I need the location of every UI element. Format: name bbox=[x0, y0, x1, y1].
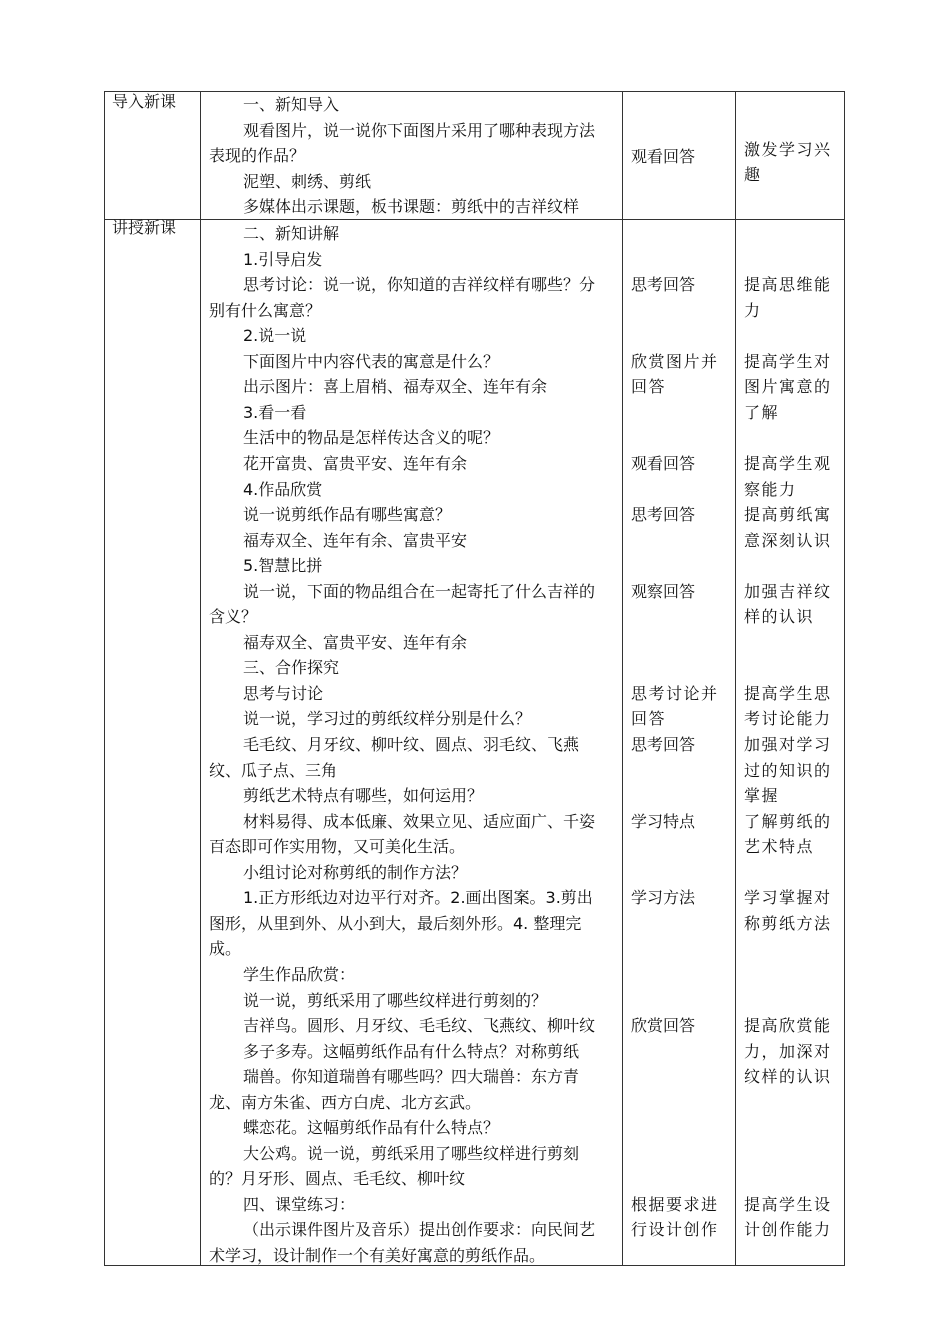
content-line: 福寿双全、连年有余、富贵平安 bbox=[243, 530, 468, 550]
stage-label: 讲授新课 bbox=[112, 218, 177, 237]
design-intent: 察能力 bbox=[744, 479, 797, 499]
student-activity: 回答 bbox=[631, 377, 667, 397]
column-divider bbox=[200, 91, 201, 1266]
column-divider bbox=[622, 91, 623, 1266]
design-intent: 艺术特点 bbox=[744, 837, 815, 857]
content-line: 四、课堂练习： bbox=[243, 1194, 356, 1214]
content-line: 学生作品欣赏： bbox=[243, 964, 356, 984]
content-line: 思考与讨论 bbox=[243, 683, 324, 703]
student-activity: 欣赏图片并 bbox=[631, 351, 719, 371]
student-activity: 学习特点 bbox=[631, 811, 696, 831]
design-intent: 趣 bbox=[744, 165, 761, 184]
design-intent: 称剪纸方法 bbox=[744, 913, 832, 933]
content-line: 二、新知讲解 bbox=[243, 224, 340, 243]
design-intent: 意深刻认识 bbox=[744, 530, 832, 550]
content-line: 成。 bbox=[209, 939, 242, 959]
content-line: 术学习，设计制作一个有美好寓意的剪纸作品。 bbox=[209, 1246, 546, 1265]
content-line: 多子多寿。这幅剪纸作品有什么特点？对称剪纸 bbox=[243, 1041, 580, 1061]
design-intent: 提高思维能 bbox=[744, 275, 832, 295]
content-line: 的？月牙形、圆点、毛毛纹、柳叶纹 bbox=[209, 1169, 466, 1189]
design-intent: 过的知识的 bbox=[744, 760, 832, 780]
design-intent: 掌握 bbox=[744, 786, 780, 806]
content-line: 纹、瓜子点、三角 bbox=[209, 760, 338, 780]
design-intent: 图片寓意的 bbox=[744, 377, 832, 397]
design-intent: 提高学生观 bbox=[744, 453, 832, 473]
content-line: 4.作品欣赏 bbox=[243, 479, 323, 499]
content-line: 吉祥鸟。圆形、月牙纹、毛毛纹、飞燕纹、柳叶纹 bbox=[243, 1016, 596, 1036]
content-line: 小组讨论对称剪纸的制作方法？ bbox=[243, 862, 468, 882]
student-activity: 欣赏回答 bbox=[631, 1016, 696, 1036]
content-line: 说一说，下面的物品组合在一起寄托了什么吉祥的 bbox=[243, 581, 596, 601]
content-line: 龙、南方朱雀、西方白虎、北方玄武。 bbox=[209, 1092, 482, 1112]
content-line: 含义？ bbox=[209, 607, 258, 627]
content-line: 下面图片中内容代表的寓意是什么？ bbox=[243, 351, 500, 371]
design-intent: 提高学生设 bbox=[744, 1194, 832, 1214]
design-intent: 激发学习兴 bbox=[744, 140, 832, 159]
lesson-plan-table bbox=[104, 91, 845, 1266]
content-line: 说一说，学习过的剪纸纹样分别是什么？ bbox=[243, 709, 532, 729]
content-line: 瑞兽。你知道瑞兽有哪些吗？四大瑞兽：东方青 bbox=[243, 1067, 580, 1087]
design-intent: 力 bbox=[744, 300, 762, 320]
row-divider bbox=[104, 219, 845, 220]
student-activity: 学习方法 bbox=[631, 888, 696, 908]
content-line: 大公鸡。说一说，剪纸采用了哪些纹样进行剪刻 bbox=[243, 1143, 580, 1163]
content-line: 说一说，剪纸采用了哪些纹样进行剪刻的？ bbox=[243, 990, 548, 1010]
student-activity: 观看回答 bbox=[631, 147, 696, 166]
design-intent: 了解剪纸的 bbox=[744, 811, 832, 831]
student-activity: 观看回答 bbox=[631, 453, 696, 473]
student-activity: 观察回答 bbox=[631, 581, 696, 601]
content-line: （出示课件图片及音乐）提出创作要求：向民间艺 bbox=[243, 1220, 596, 1240]
design-intent: 计创作能力 bbox=[744, 1220, 832, 1240]
design-intent: 了解 bbox=[744, 402, 780, 422]
content-line: 一、新知导入 bbox=[243, 95, 340, 114]
content-line: 花开富贵、富贵平安、连年有余 bbox=[243, 453, 468, 473]
content-line: 生活中的物品是怎样传达含义的呢？ bbox=[243, 428, 500, 448]
content-line: 3.看一看 bbox=[243, 402, 307, 422]
student-activity: 回答 bbox=[631, 709, 667, 729]
design-intent: 提高学生思 bbox=[744, 683, 832, 703]
student-activity: 思考回答 bbox=[631, 505, 696, 525]
content-line: 多媒体出示课题，板书课题：剪纸中的吉祥纹样 bbox=[243, 197, 580, 217]
design-intent: 纹样的认识 bbox=[744, 1067, 832, 1087]
content-line: 百态即可作实用物，又可美化生活。 bbox=[209, 837, 466, 857]
design-intent: 样的认识 bbox=[744, 607, 815, 627]
design-intent: 力，加深对 bbox=[744, 1041, 832, 1061]
content-line: 材料易得、成本低廉、效果立见、适应面广、千姿 bbox=[243, 811, 596, 831]
content-line: 图形，从里到外、从小到大，最后刻外形。4. 整理完 bbox=[209, 913, 582, 933]
stage-label: 导入新课 bbox=[112, 92, 177, 111]
content-line: 毛毛纹、月牙纹、柳叶纹、圆点、羽毛纹、飞燕 bbox=[243, 735, 580, 754]
content-line: 福寿双全、富贵平安、连年有余 bbox=[243, 632, 468, 652]
content-line: 剪纸艺术特点有哪些，如何运用？ bbox=[243, 786, 484, 806]
design-intent: 加强吉祥纹 bbox=[744, 581, 832, 601]
design-intent: 提高学生对 bbox=[744, 351, 832, 371]
content-line: 别有什么寓意？ bbox=[209, 300, 322, 320]
content-line: 思考讨论：说一说，你知道的吉祥纹样有哪些？分 bbox=[243, 275, 596, 295]
content-line: 5.智慧比拼 bbox=[243, 556, 323, 576]
content-line: 说一说剪纸作品有哪些寓意？ bbox=[243, 505, 452, 525]
content-line: 出示图片：喜上眉梢、福寿双全、连年有余 bbox=[243, 377, 548, 397]
student-activity: 根据要求进 bbox=[631, 1194, 719, 1214]
content-line: 蝶恋花。这幅剪纸作品有什么特点？ bbox=[243, 1118, 500, 1138]
content-line: 三、合作探究 bbox=[243, 658, 340, 678]
content-line: 1.正方形纸边对边平行对齐。2.画出图案。3.剪出 bbox=[243, 888, 593, 908]
student-activity: 思考讨论并 bbox=[631, 683, 719, 703]
content-line: 泥塑、刺绣、剪纸 bbox=[243, 171, 372, 191]
design-intent: 提高欣赏能 bbox=[744, 1016, 832, 1036]
content-line: 1.引导启发 bbox=[243, 249, 323, 269]
student-activity: 思考回答 bbox=[631, 735, 696, 754]
content-line: 2.说一说 bbox=[243, 326, 307, 346]
design-intent: 学习掌握对 bbox=[744, 888, 832, 908]
design-intent: 加强对学习 bbox=[744, 735, 832, 754]
student-activity: 思考回答 bbox=[631, 275, 696, 295]
student-activity: 行设计创作 bbox=[631, 1220, 719, 1240]
column-divider bbox=[735, 91, 736, 1266]
design-intent: 考讨论能力 bbox=[744, 709, 832, 729]
content-line: 观看图片，说一说你下面图片采用了哪种表现方法 bbox=[243, 120, 596, 140]
design-intent: 提高剪纸寓 bbox=[744, 505, 832, 525]
content-line: 表现的作品？ bbox=[209, 146, 306, 166]
